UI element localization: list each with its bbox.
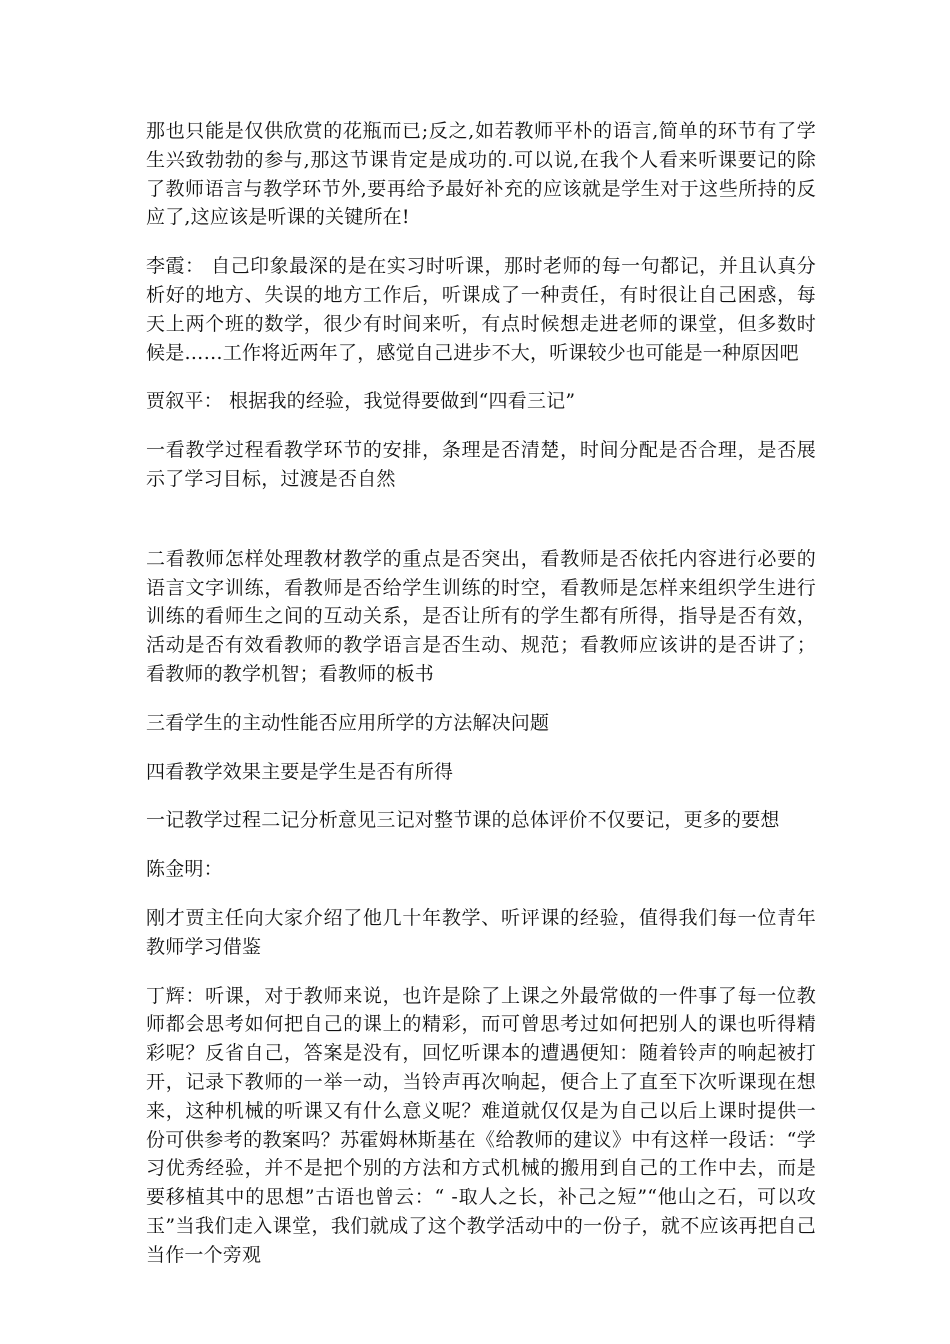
- paragraph-director-jia: 刚才贾主任向大家介绍了他几十年教学、听评课的经验，值得我们每一位青年教师学习借鉴: [146, 906, 816, 958]
- document-page: [146, 117, 816, 1290]
- paragraph-first-look: 一看教学过程看教学环节的安排，条理是否清楚，时间分配是否合理，是否展示了学习目标，过渡是否自然: [146, 439, 816, 490]
- paragraph-ding-hui: 丁辉：听课，对于教师来说，也许是除了上课之外最常做的一件事了每一位教师都会思考如何把自己的课上的精彩，而可曾思考过如何把别人的课也听得精彩呢？反省自己，答案是没有，回忆听课本的遭遇便知：随着铃声的响起被打开，记录下教师的一举一动，当铃声再次响起，便合上了直至下次听课现在想来，这种机械的听课又有什么意义呢？难道就仅仅是为自己以后上课时提供一份可供参考的教案吗？苏霍姆林斯基在《给教师的建议》中有这样一段话：“学习优秀经验，并不是把个别的方法和方式机械的搬用到自己的工作中去，而是要移植其中的思想”古语也曾云：“ -取人之长，补己之短”“他山之石，可以攻玉”当我们走入课堂，我们就成了这个教学活动中的一份子，就不应该再把自己当作一个旁观: [146, 984, 816, 1266]
- paragraph-third-look: 三看学生的主动性能否应用所学的方法解决问题: [146, 711, 550, 734]
- paragraph-flower-vase: 那也只能是仅供欣赏的花瓶而已;反之,如若教师平朴的语言,简单的环节有了学生兴致勃勃的参与,那这节课肯定是成功的.可以说,在我个人看来听课要记的除了教师语言与教学环节外,要再给予最好补充的应该就是学生对于这些所持的反应了,这应该是听课的关键所在!: [146, 120, 816, 229]
- paragraph-jia-xuping: 贾叙平： 根据我的经验，我觉得要做到“四看三记”: [146, 390, 576, 413]
- paragraph-chen-jinming: 陈金明：: [146, 858, 223, 881]
- paragraph-fourth-look: 四看教学效果主要是学生是否有所得: [146, 760, 454, 783]
- paragraph-li-xia: 李霞： 自己印象最深的是在实习时听课，那时老师的每一句都记，并且认真分析好的地方、失误的地方工作后，听课成了一种责任，有时很让自己困惑，每天上两个班的数学，很少有时间来听，有点时候想走进老师的课堂，但多数时候是……工作将近两年了，感觉自己进步不大，听课较少也可能是一种原因吧: [146, 255, 816, 364]
- paragraph-three-records: 一记教学过程二记分析意见三记对整节课的总体评价不仅要记，更多的要想: [146, 809, 780, 832]
- paragraph-second-look: 二看教师怎样处理教材教学的重点是否突出，看教师是否依托内容进行必要的语言文字训练，看教师是否给学生训练的时空，看教师是怎样来组织学生进行训练的看师生之间的互动关系，是否让所有的学生都有所得，指导是否有效，活动是否有效看教师的教学语言是否生动、规范；看教师应该讲的是否讲了；看教师的教学机智；看教师的板书: [146, 547, 816, 685]
